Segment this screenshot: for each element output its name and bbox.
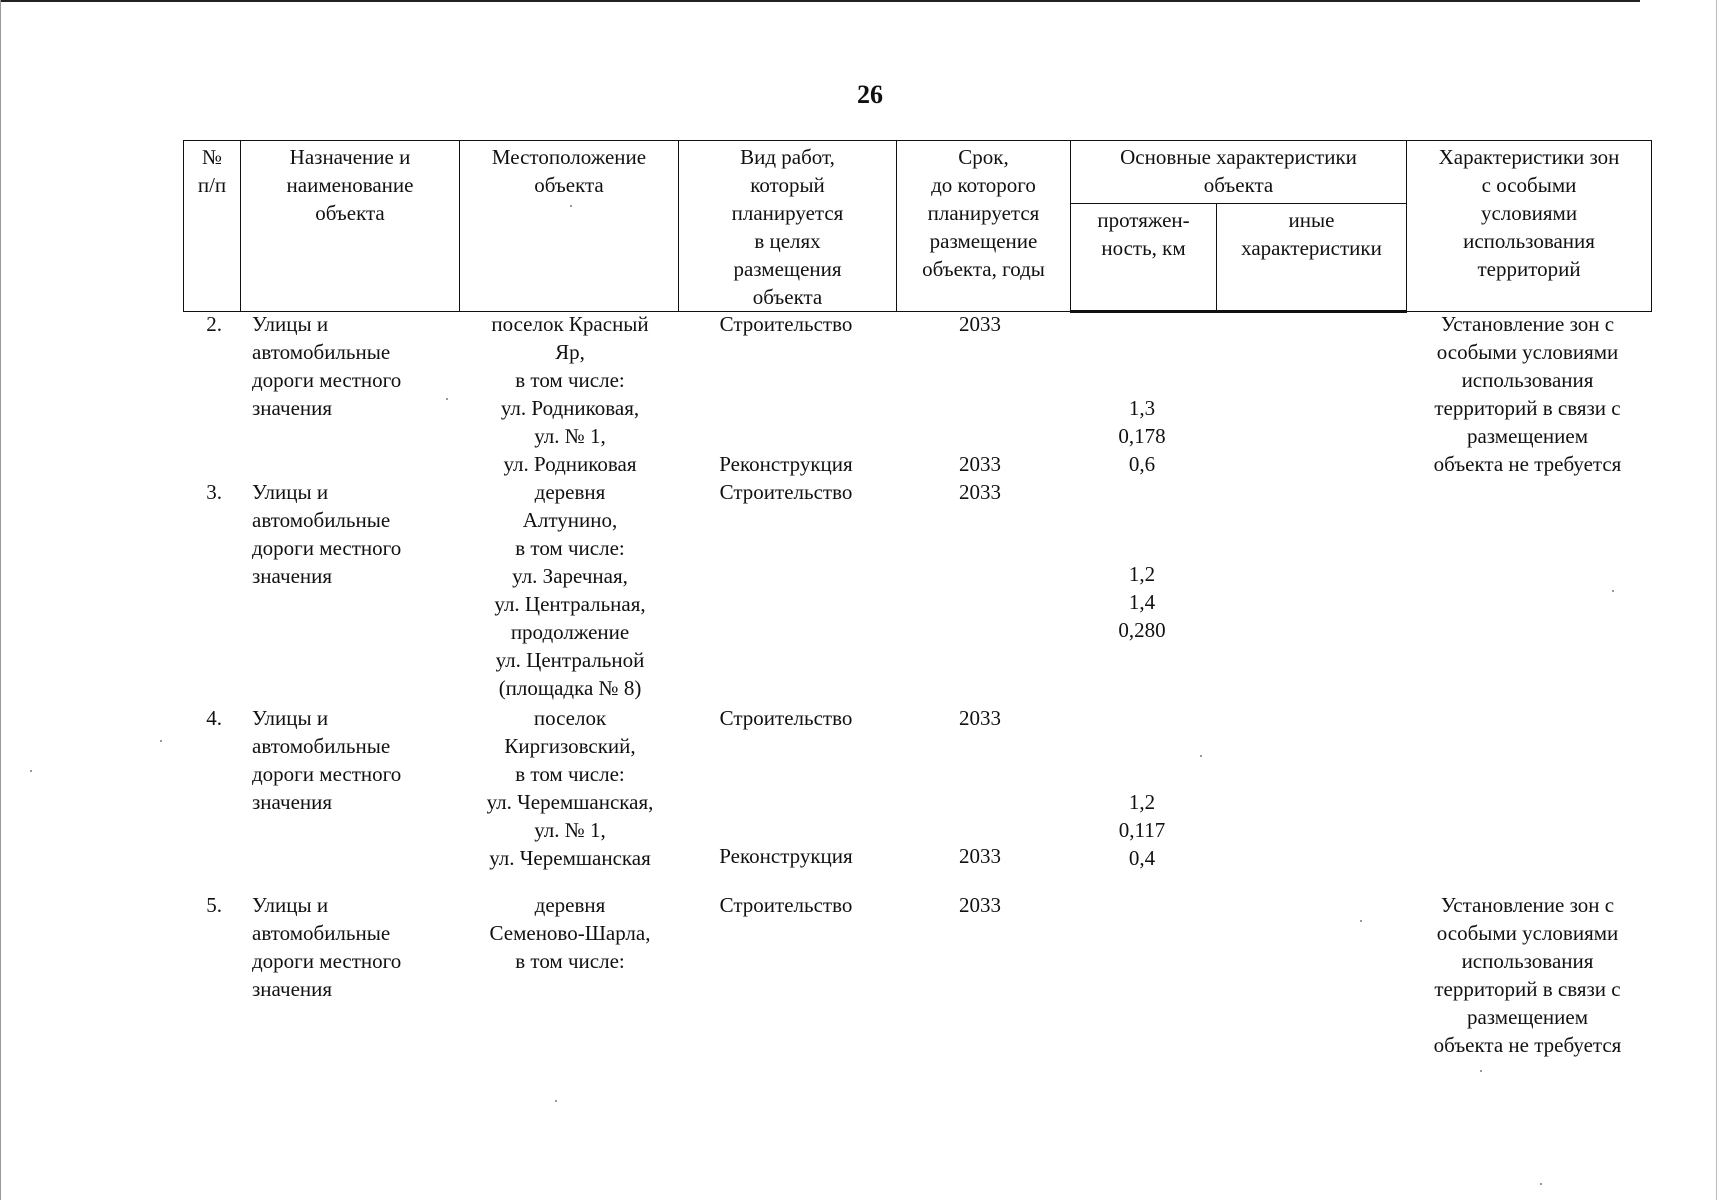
work-type: Строительство xyxy=(719,480,853,504)
work-type: Строительство xyxy=(719,312,853,336)
page-top-border xyxy=(0,0,1640,2)
deadline-year: 2033 xyxy=(959,893,1001,917)
scan-speck xyxy=(555,1100,557,1102)
scan-speck xyxy=(446,398,448,400)
header-other: иные характеристики xyxy=(1217,204,1407,312)
length-km: 1,3 0,178 0,6 xyxy=(1118,396,1166,476)
work-type: Строительство xyxy=(719,893,853,917)
zones-characteristics: Установление зон с особыми условиями использования территорий в связи с размещением объекта не требуется xyxy=(1433,893,1622,1057)
page-left-border xyxy=(0,0,1,1200)
scan-speck xyxy=(1360,920,1362,922)
object-name: Улицы и автомобильные дороги местного значения xyxy=(252,480,402,588)
table-header xyxy=(183,140,1652,313)
scan-speck xyxy=(1200,755,1202,757)
row-number: 5. xyxy=(206,893,222,917)
header-main-characteristics: Основные характеристики объекта xyxy=(1071,141,1407,204)
scan-speck xyxy=(1540,1183,1542,1185)
header-work-type: Вид работ, который планируется в целях размещения объекта xyxy=(679,141,897,312)
header-deadline: Срок, до которого планируется размещение объекта, годы xyxy=(897,141,1071,312)
header-length: протяжен- ность, км xyxy=(1071,204,1217,312)
object-location: поселок Киргизовский, в том числе: ул. Черемшанская, ул. № 1, ул. Черемшанская xyxy=(486,706,654,870)
scan-speck xyxy=(1612,590,1614,592)
object-location: поселок Красный Яр, в том числе: ул. Родниковая, ул. № 1, ул. Родниковая xyxy=(491,312,649,476)
scan-speck xyxy=(30,770,32,772)
header-name: Назначение и наименование объекта xyxy=(241,141,460,312)
row-number: 2. xyxy=(206,312,222,336)
header-num: № п/п xyxy=(184,141,241,312)
page-number: 26 xyxy=(857,80,883,109)
zones-characteristics: Установление зон с особыми условиями использования территорий в связи с размещением объекта не требуется xyxy=(1433,312,1622,476)
work-type: Строительство xyxy=(719,706,853,730)
work-type: Реконструкция xyxy=(719,452,853,476)
length-km: 1,2 0,117 0,4 xyxy=(1118,790,1166,870)
deadline-year: 2033 xyxy=(959,480,1001,504)
row-number: 4. xyxy=(206,706,222,730)
object-name: Улицы и автомобильные дороги местного значения xyxy=(252,312,402,420)
header-location: Местоположение объекта xyxy=(460,141,679,312)
deadline-year: 2033 xyxy=(959,706,1001,730)
scan-speck xyxy=(570,205,572,207)
object-location: деревня Алтунино, в том числе: ул. Заречная, ул. Центральная, продолжение ул. Центральной (площадка № 8) xyxy=(494,480,646,700)
row-number: 3. xyxy=(206,480,222,504)
work-type: Реконструкция xyxy=(719,844,853,868)
length-km: 1,2 1,4 0,280 xyxy=(1118,562,1166,642)
object-name: Улицы и автомобильные дороги местного значения xyxy=(252,706,402,814)
object-location: деревня Семеново-Шарла, в том числе: xyxy=(489,893,651,973)
scan-speck xyxy=(1480,1070,1482,1072)
header-zones: Характеристики зон с особыми условиями использования территорий xyxy=(1407,141,1652,312)
deadline-year: 2033 xyxy=(959,452,1001,476)
deadline-year: 2033 xyxy=(959,844,1001,868)
scan-speck xyxy=(160,740,162,742)
object-name: Улицы и автомобильные дороги местного значения xyxy=(252,893,402,1001)
deadline-year: 2033 xyxy=(959,312,1001,336)
